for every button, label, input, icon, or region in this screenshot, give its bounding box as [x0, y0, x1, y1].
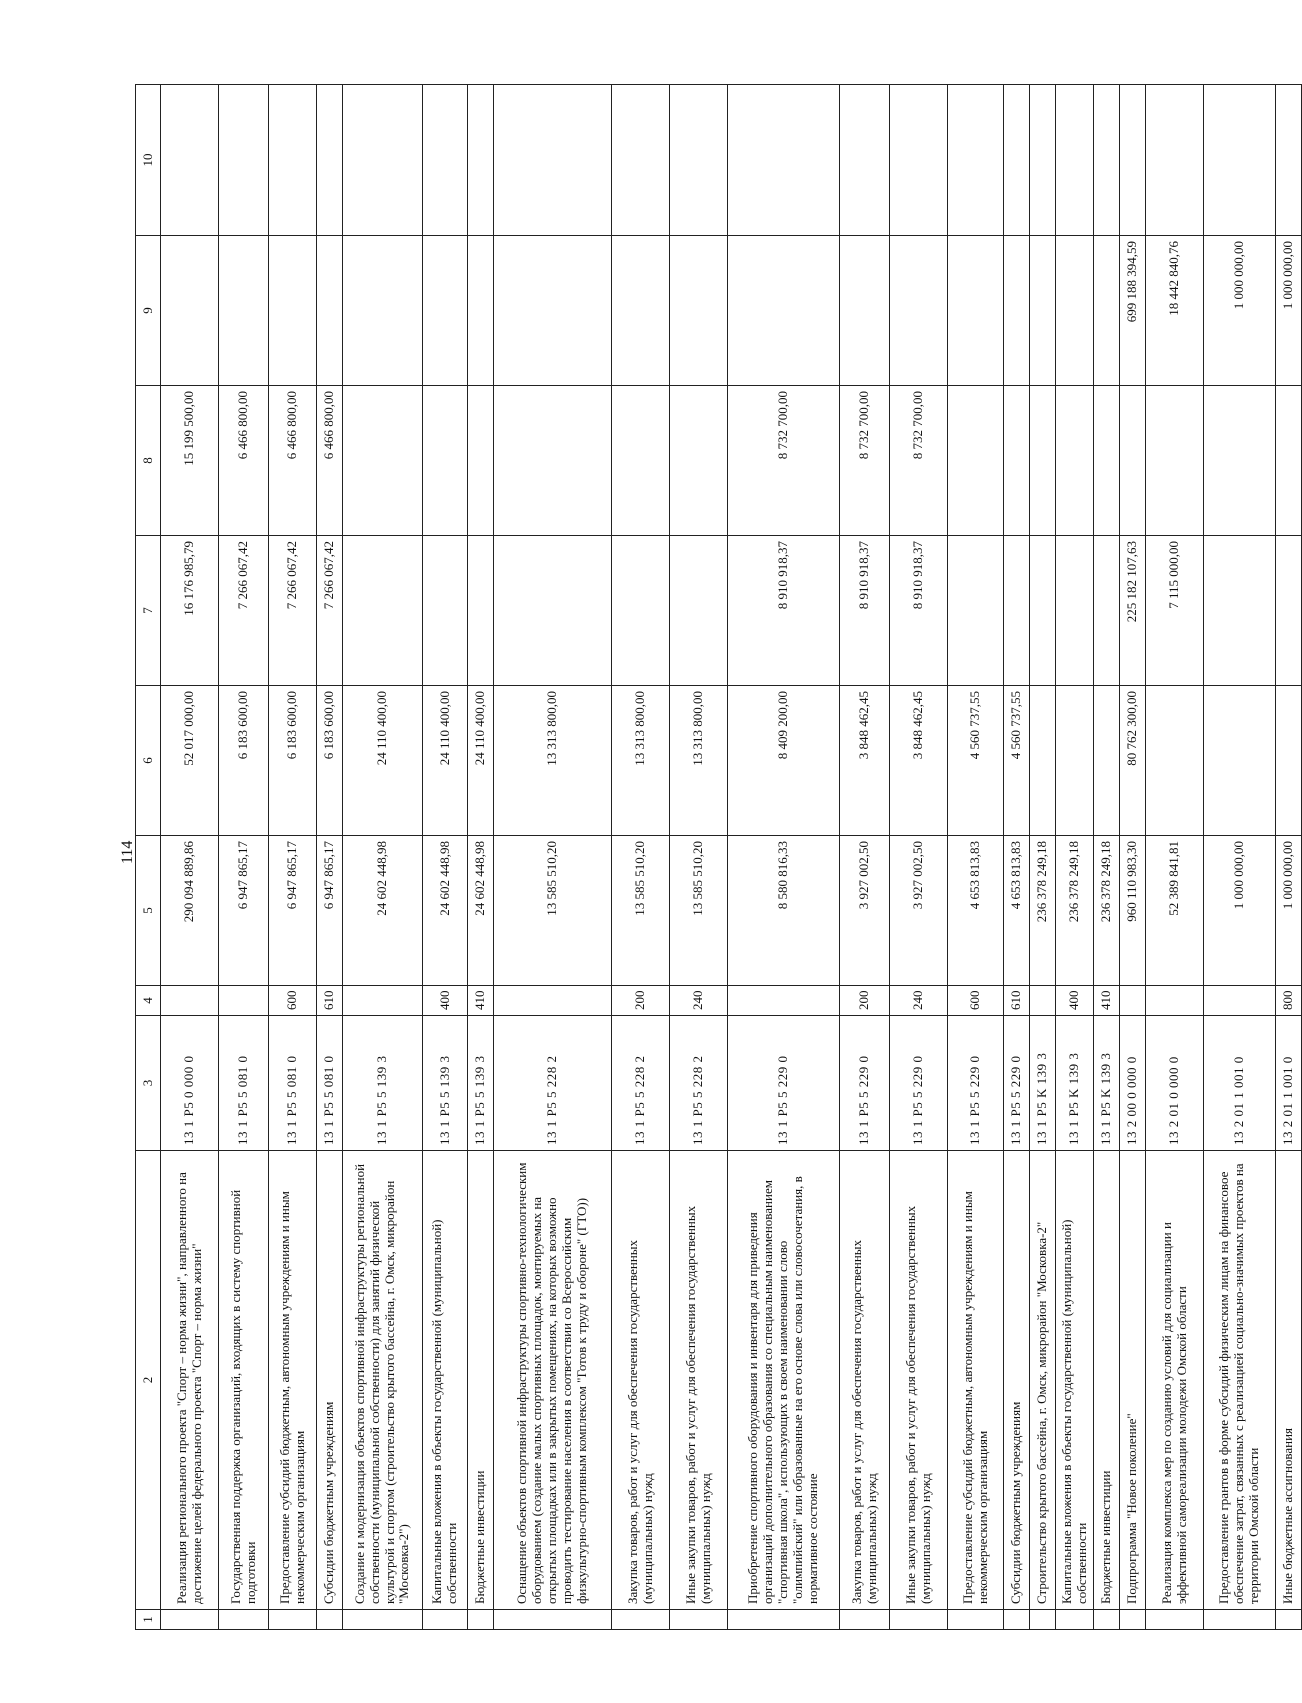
- column-header-4: 4: [136, 986, 161, 1016]
- column-header-3: 3: [136, 1016, 161, 1151]
- row-name-cell: Капитальные вложения в объекты государственной (муниципальной) собственности: [423, 1151, 468, 1610]
- row-value-cell-6: 6 183 600,00: [269, 686, 317, 836]
- row-value-cell-8: [670, 386, 728, 536]
- row-kvr-cell: [343, 986, 423, 1016]
- column-header-2: 2: [136, 1151, 161, 1610]
- row-value-cell-6: 52 017 000,00: [161, 686, 219, 836]
- row-name-cell: Создание и модернизация объектов спортивной инфраструктуры региональной собственности (муниципальной собственности) для занятий физической культурой и спортом (строительство крытого бассейна, г. Омск, микрорайон "Московка-2"): [343, 1151, 423, 1610]
- row-value-cell-10: [468, 85, 494, 236]
- row-code-cell: 13 1 P5 K 139 3: [1030, 1016, 1056, 1151]
- row-value-cell-5: 3 927 002,50: [890, 836, 948, 986]
- row-value-cell-6: 24 110 400,00: [423, 686, 468, 836]
- row-value-cell-10: [612, 85, 670, 236]
- row-name-cell: Субсидии бюджетным учреждениям: [317, 1151, 343, 1610]
- row-name-cell: Предоставление субсидий бюджетным, автономным учреждениям и иным некоммерческим организациям: [269, 1151, 317, 1610]
- budget-table: [135, 84, 1302, 1630]
- row-value-cell-8: [423, 386, 468, 536]
- row-value-cell-8: 6 466 800,00: [317, 386, 343, 536]
- row-value-cell-7: 7 266 067,42: [219, 536, 269, 686]
- row-value-cell-5: 24 602 448,98: [343, 836, 423, 986]
- row-value-cell-10: [728, 85, 840, 236]
- row-index-cell: [1146, 1610, 1204, 1630]
- row-name-cell: Бюджетные инвестиции: [1094, 1151, 1120, 1610]
- row-value-cell-10: [1056, 85, 1094, 236]
- row-value-cell-8: [1146, 386, 1204, 536]
- row-index-cell: [161, 1610, 219, 1630]
- table-row: [948, 85, 1004, 1630]
- row-value-cell-9: [494, 236, 612, 386]
- row-code-cell: 13 2 01 0 000 0: [1146, 1016, 1204, 1151]
- row-kvr-cell: 610: [317, 986, 343, 1016]
- row-value-cell-7: [343, 536, 423, 686]
- row-kvr-cell: 600: [948, 986, 1004, 1016]
- row-value-cell-8: [1204, 386, 1276, 536]
- row-value-cell-10: [1004, 85, 1030, 236]
- row-value-cell-5: 13 585 510,20: [670, 836, 728, 986]
- row-value-cell-9: 699 188 394,59: [1120, 236, 1146, 386]
- row-value-cell-9: [670, 236, 728, 386]
- row-kvr-cell: [1030, 986, 1056, 1016]
- row-value-cell-10: [269, 85, 317, 236]
- row-name-cell: Оснащение объектов спортивной инфраструктуры спортивно-технологическим оборудованием (создание малых спортивных площадок, монтируемых на открытых площадках или в закрытых помещениях, на которых возможно проводить тестирование населения в соответствии со Всероссийским физкультурно-спортивным комплексом "Готов к труду и обороне" (ГТО)): [494, 1151, 612, 1610]
- row-name-cell: Предоставление грантов в форме субсидий физическим лицам на финансовое обеспечение затрат, связанных с реализацией социально-значимых проектов на территории Омской области: [1204, 1151, 1276, 1610]
- row-value-cell-10: [494, 85, 612, 236]
- row-index-cell: [1004, 1610, 1030, 1630]
- row-value-cell-5: 1 000 000,00: [1276, 836, 1302, 986]
- row-kvr-cell: 600: [269, 986, 317, 1016]
- row-kvr-cell: [494, 986, 612, 1016]
- row-code-cell: 13 1 P5 5 081 0: [269, 1016, 317, 1151]
- row-name-cell: Реализация комплекса мер по созданию условий для социализации и эффективной самореализации молодежи Омской области: [1146, 1151, 1204, 1610]
- row-kvr-cell: [1204, 986, 1276, 1016]
- row-name-cell: Капитальные вложения в объекты государственной (муниципальной) собственности: [1056, 1151, 1094, 1610]
- header-row: [136, 85, 161, 1630]
- row-code-cell: 13 1 P5 5 229 0: [840, 1016, 890, 1151]
- row-kvr-cell: 410: [468, 986, 494, 1016]
- row-value-cell-8: [343, 386, 423, 536]
- row-value-cell-8: 6 466 800,00: [219, 386, 269, 536]
- row-value-cell-6: 6 183 600,00: [219, 686, 269, 836]
- row-kvr-cell: 200: [840, 986, 890, 1016]
- column-header-7: 7: [136, 536, 161, 686]
- column-header-9: 9: [136, 236, 161, 386]
- row-value-cell-9: [219, 236, 269, 386]
- row-value-cell-5: 4 653 813,83: [1004, 836, 1030, 986]
- row-kvr-cell: 400: [423, 986, 468, 1016]
- table-row: [1146, 85, 1204, 1630]
- column-header-10: 10: [136, 85, 161, 236]
- row-value-cell-7: [468, 536, 494, 686]
- table-row: [468, 85, 494, 1630]
- row-index-cell: [890, 1610, 948, 1630]
- row-value-cell-10: [423, 85, 468, 236]
- row-code-cell: 13 1 P5 5 229 0: [728, 1016, 840, 1151]
- row-name-cell: Иные бюджетные ассигнования: [1276, 1151, 1302, 1610]
- row-value-cell-9: [1056, 236, 1094, 386]
- row-kvr-cell: 610: [1004, 986, 1030, 1016]
- row-value-cell-6: [1276, 686, 1302, 836]
- row-value-cell-9: 18 442 840,76: [1146, 236, 1204, 386]
- row-value-cell-6: [1204, 686, 1276, 836]
- row-index-cell: [219, 1610, 269, 1630]
- row-value-cell-5: 6 947 865,17: [269, 836, 317, 986]
- row-value-cell-9: [728, 236, 840, 386]
- row-code-cell: 13 1 P5 K 139 3: [1056, 1016, 1094, 1151]
- row-code-cell: 13 1 P5 5 228 2: [670, 1016, 728, 1151]
- row-name-cell: Предоставление субсидий бюджетным, автономным учреждениям и иным некоммерческим организациям: [948, 1151, 1004, 1610]
- row-index-cell: [494, 1610, 612, 1630]
- row-code-cell: 13 1 P5 5 081 0: [317, 1016, 343, 1151]
- row-value-cell-5: 52 389 841,81: [1146, 836, 1204, 986]
- row-code-cell: 13 2 01 1 001 0: [1276, 1016, 1302, 1151]
- row-value-cell-7: [670, 536, 728, 686]
- row-value-cell-5: 4 653 813,83: [948, 836, 1004, 986]
- table-row: [317, 85, 343, 1630]
- row-index-cell: [317, 1610, 343, 1630]
- row-value-cell-7: 8 910 918,37: [890, 536, 948, 686]
- row-kvr-cell: [1120, 986, 1146, 1016]
- row-value-cell-7: 8 910 918,37: [840, 536, 890, 686]
- row-code-cell: 13 2 01 1 001 0: [1204, 1016, 1276, 1151]
- row-value-cell-7: [948, 536, 1004, 686]
- row-value-cell-6: 4 560 737,55: [948, 686, 1004, 836]
- row-value-cell-7: 225 182 107,63: [1120, 536, 1146, 686]
- row-value-cell-6: 3 848 462,45: [840, 686, 890, 836]
- row-value-cell-10: [1120, 85, 1146, 236]
- row-value-cell-8: [468, 386, 494, 536]
- table-row: [670, 85, 728, 1630]
- row-code-cell: 13 1 P5 5 229 0: [948, 1016, 1004, 1151]
- row-name-cell: Закупка товаров, работ и услуг для обеспечения государственных (муниципальных) нужд: [612, 1151, 670, 1610]
- row-index-cell: [343, 1610, 423, 1630]
- row-index-cell: [423, 1610, 468, 1630]
- row-value-cell-5: 6 947 865,17: [219, 836, 269, 986]
- row-value-cell-8: [1094, 386, 1120, 536]
- table-row: [1004, 85, 1030, 1630]
- row-value-cell-7: [423, 536, 468, 686]
- row-value-cell-5: 6 947 865,17: [317, 836, 343, 986]
- row-name-cell: Приобретение спортивного оборудования и инвентаря для приведения организаций дополнительного образования со специальным наименованием "спортивная школа", использующих в своем наименовании слово "олимпийский" или образованные на его основе слова или словосочетания, в нормативное состояние: [728, 1151, 840, 1610]
- row-index-cell: [728, 1610, 840, 1630]
- row-name-cell: Бюджетные инвестиции: [468, 1151, 494, 1610]
- row-value-cell-9: [948, 236, 1004, 386]
- row-index-cell: [1094, 1610, 1120, 1630]
- row-name-cell: Государственная поддержка организаций, входящих в систему спортивной подготовки: [219, 1151, 269, 1610]
- table-row: [890, 85, 948, 1630]
- row-value-cell-10: [890, 85, 948, 236]
- row-value-cell-8: [1276, 386, 1302, 536]
- row-value-cell-6: 80 762 300,00: [1120, 686, 1146, 836]
- row-value-cell-5: 960 110 983,30: [1120, 836, 1146, 986]
- row-name-cell: Подпрограмма "Новое поколение": [1120, 1151, 1146, 1610]
- row-value-cell-9: [612, 236, 670, 386]
- row-value-cell-8: 6 466 800,00: [269, 386, 317, 536]
- row-code-cell: 13 1 P5 5 229 0: [890, 1016, 948, 1151]
- row-value-cell-9: [317, 236, 343, 386]
- row-value-cell-5: 24 602 448,98: [423, 836, 468, 986]
- row-code-cell: 13 1 P5 5 228 2: [494, 1016, 612, 1151]
- row-value-cell-10: [948, 85, 1004, 236]
- row-value-cell-8: [1030, 386, 1056, 536]
- table-row: [494, 85, 612, 1630]
- row-value-cell-6: [1056, 686, 1094, 836]
- column-header-1: 1: [136, 1610, 161, 1630]
- row-value-cell-7: [612, 536, 670, 686]
- row-name-cell: Реализация регионального проекта "Спорт – норма жизни", направленного на достижение целей федерального проекта "Спорт – норма жизни": [161, 1151, 219, 1610]
- row-value-cell-10: [219, 85, 269, 236]
- row-value-cell-7: 7 266 067,42: [317, 536, 343, 686]
- row-value-cell-6: 13 313 800,00: [670, 686, 728, 836]
- row-kvr-cell: 410: [1094, 986, 1120, 1016]
- row-name-cell: Иные закупки товаров, работ и услуг для обеспечения государственных (муниципальных) нужд: [890, 1151, 948, 1610]
- row-code-cell: 13 1 P5 0 000 0: [161, 1016, 219, 1151]
- row-value-cell-7: [1276, 536, 1302, 686]
- row-value-cell-6: 13 313 800,00: [612, 686, 670, 836]
- row-value-cell-7: 7 266 067,42: [269, 536, 317, 686]
- row-value-cell-10: [670, 85, 728, 236]
- row-value-cell-8: [1056, 386, 1094, 536]
- table-row: [840, 85, 890, 1630]
- row-index-cell: [1056, 1610, 1094, 1630]
- row-value-cell-6: 4 560 737,55: [1004, 686, 1030, 836]
- row-value-cell-5: 13 585 510,20: [494, 836, 612, 986]
- table-row: [1030, 85, 1056, 1630]
- row-value-cell-7: [1204, 536, 1276, 686]
- row-index-cell: [269, 1610, 317, 1630]
- column-header-5: 5: [136, 836, 161, 986]
- row-code-cell: 13 1 P5 5 228 2: [612, 1016, 670, 1151]
- row-value-cell-10: [343, 85, 423, 236]
- column-header-6: 6: [136, 686, 161, 836]
- row-value-cell-9: [840, 236, 890, 386]
- row-value-cell-6: 13 313 800,00: [494, 686, 612, 836]
- row-value-cell-9: [1094, 236, 1120, 386]
- table-row: [612, 85, 670, 1630]
- row-value-cell-9: 1 000 000,00: [1276, 236, 1302, 386]
- row-code-cell: 13 2 00 0 000 0: [1120, 1016, 1146, 1151]
- row-value-cell-10: [1030, 85, 1056, 236]
- row-value-cell-10: [840, 85, 890, 236]
- row-value-cell-7: [1030, 536, 1056, 686]
- row-value-cell-10: [1204, 85, 1276, 236]
- row-index-cell: [1120, 1610, 1146, 1630]
- row-kvr-cell: [1146, 986, 1204, 1016]
- row-value-cell-5: 236 378 249,18: [1094, 836, 1120, 986]
- row-value-cell-5: 290 094 889,86: [161, 836, 219, 986]
- row-kvr-cell: [219, 986, 269, 1016]
- page-number: 114: [119, 840, 136, 864]
- row-value-cell-9: 1 000 000,00: [1204, 236, 1276, 386]
- row-value-cell-7: [1056, 536, 1094, 686]
- row-value-cell-10: [317, 85, 343, 236]
- row-value-cell-9: [161, 236, 219, 386]
- table-body: [161, 85, 1302, 1630]
- row-value-cell-6: [1094, 686, 1120, 836]
- row-value-cell-7: [1004, 536, 1030, 686]
- row-index-cell: [670, 1610, 728, 1630]
- row-code-cell: 13 1 P5 5 229 0: [1004, 1016, 1030, 1151]
- row-value-cell-10: [1094, 85, 1120, 236]
- row-index-cell: [948, 1610, 1004, 1630]
- row-value-cell-5: 8 580 816,33: [728, 836, 840, 986]
- row-value-cell-8: [948, 386, 1004, 536]
- row-value-cell-10: [1146, 85, 1204, 236]
- row-kvr-cell: [161, 986, 219, 1016]
- row-value-cell-5: 1 000 000,00: [1204, 836, 1276, 986]
- row-name-cell: Иные закупки товаров, работ и услуг для обеспечения государственных (муниципальных) нужд: [670, 1151, 728, 1610]
- table-row: [728, 85, 840, 1630]
- table-row: [1276, 85, 1302, 1630]
- row-value-cell-8: [1004, 386, 1030, 536]
- row-value-cell-8: 8 732 700,00: [728, 386, 840, 536]
- row-kvr-cell: 200: [612, 986, 670, 1016]
- row-kvr-cell: 400: [1056, 986, 1094, 1016]
- row-name-cell: Закупка товаров, работ и услуг для обеспечения государственных (муниципальных) нужд: [840, 1151, 890, 1610]
- row-value-cell-8: 15 199 500,00: [161, 386, 219, 536]
- row-value-cell-6: [1146, 686, 1204, 836]
- row-value-cell-5: 24 602 448,98: [468, 836, 494, 986]
- row-value-cell-9: [468, 236, 494, 386]
- table-row: [343, 85, 423, 1630]
- row-code-cell: 13 1 P5 5 139 3: [423, 1016, 468, 1151]
- row-code-cell: 13 1 P5 5 081 0: [219, 1016, 269, 1151]
- row-value-cell-5: 13 585 510,20: [612, 836, 670, 986]
- row-kvr-cell: 240: [890, 986, 948, 1016]
- row-value-cell-8: 8 732 700,00: [840, 386, 890, 536]
- row-value-cell-6: 24 110 400,00: [468, 686, 494, 836]
- row-value-cell-8: [494, 386, 612, 536]
- row-value-cell-9: [1030, 236, 1056, 386]
- row-value-cell-6: 6 183 600,00: [317, 686, 343, 836]
- row-value-cell-6: [1030, 686, 1056, 836]
- table-row: [1056, 85, 1094, 1630]
- row-value-cell-7: 8 910 918,37: [728, 536, 840, 686]
- row-value-cell-9: [890, 236, 948, 386]
- row-name-cell: Субсидии бюджетным учреждениям: [1004, 1151, 1030, 1610]
- row-value-cell-5: 3 927 002,50: [840, 836, 890, 986]
- row-value-cell-10: [161, 85, 219, 236]
- column-header-8: 8: [136, 386, 161, 536]
- row-value-cell-7: [494, 536, 612, 686]
- row-index-cell: [1276, 1610, 1302, 1630]
- row-value-cell-5: 236 378 249,18: [1056, 836, 1094, 986]
- table-row: [1204, 85, 1276, 1630]
- row-index-cell: [1030, 1610, 1056, 1630]
- row-value-cell-9: [1004, 236, 1030, 386]
- row-kvr-cell: [728, 986, 840, 1016]
- row-value-cell-8: 8 732 700,00: [890, 386, 948, 536]
- row-value-cell-5: 236 378 249,18: [1030, 836, 1056, 986]
- row-value-cell-9: [423, 236, 468, 386]
- row-code-cell: 13 1 P5 5 139 3: [468, 1016, 494, 1151]
- row-value-cell-7: 16 176 985,79: [161, 536, 219, 686]
- row-kvr-cell: 800: [1276, 986, 1302, 1016]
- row-value-cell-8: [1120, 386, 1146, 536]
- row-name-cell: Строительство крытого бассейна, г. Омск, микрорайон "Московка-2": [1030, 1151, 1056, 1610]
- row-index-cell: [612, 1610, 670, 1630]
- table-row: [161, 85, 219, 1630]
- row-index-cell: [840, 1610, 890, 1630]
- row-value-cell-6: 8 409 200,00: [728, 686, 840, 836]
- row-value-cell-9: [343, 236, 423, 386]
- table-row: [1120, 85, 1146, 1630]
- table-row: [1094, 85, 1120, 1630]
- row-value-cell-8: [612, 386, 670, 536]
- row-kvr-cell: 240: [670, 986, 728, 1016]
- row-value-cell-9: [269, 236, 317, 386]
- row-value-cell-6: 24 110 400,00: [343, 686, 423, 836]
- table-row: [219, 85, 269, 1630]
- rotated-table-container: [135, 85, 1296, 1630]
- row-index-cell: [1204, 1610, 1276, 1630]
- table-row: [269, 85, 317, 1630]
- row-value-cell-7: 7 115 000,00: [1146, 536, 1204, 686]
- row-value-cell-7: [1094, 536, 1120, 686]
- table-row: [423, 85, 468, 1630]
- row-code-cell: 13 1 P5 K 139 3: [1094, 1016, 1120, 1151]
- row-index-cell: [468, 1610, 494, 1630]
- row-code-cell: 13 1 P5 5 139 3: [343, 1016, 423, 1151]
- row-value-cell-6: 3 848 462,45: [890, 686, 948, 836]
- row-value-cell-10: [1276, 85, 1302, 236]
